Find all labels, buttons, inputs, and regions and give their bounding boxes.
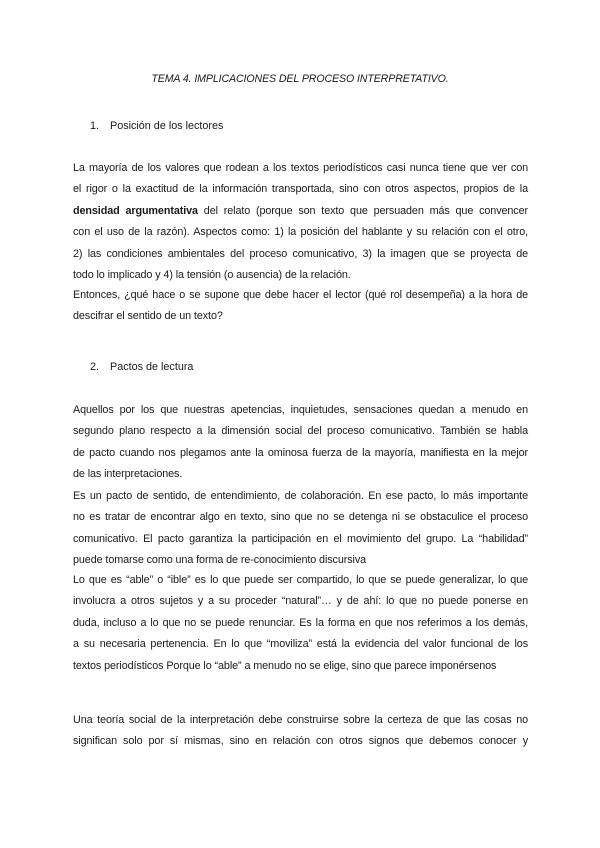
text-line: no es tratar de encontrar algo en texto, sino que no se detenga ni se obstaculice el proceso	[73, 511, 528, 524]
text-fragment: del relato (porque son texto que persuaden más que convencer	[197, 204, 528, 217]
text-line: Entonces, ¿qué hace o se supone que debe hacer el lector (qué rol desempeña) a la hora de	[73, 289, 528, 301]
text-line: textos periodísticos Porque lo “able” a menudo no se elige, sino que parece imponérsenos	[73, 659, 497, 672]
section-label: Posición de los lectores	[110, 120, 224, 132]
text-line: Aquellos por los que nuestras apetencias, inquietudes, sensaciones quedan a menudo en	[73, 404, 528, 416]
text-line: 2) las condiciones ambientales del proceso comunicativo, 3) la imagen que se proyecta de	[73, 247, 528, 260]
section-heading-2	[90, 361, 193, 373]
section-heading-1	[90, 120, 223, 132]
text-line: de las interpretaciones.	[73, 468, 183, 481]
text-line: significan solo por sí mismas, sino en relación con otros signos que debemos conocer y	[73, 735, 528, 748]
text-line: descifrar el sentido de un texto?	[73, 310, 223, 323]
paragraph-6	[73, 710, 528, 753]
text-line	[73, 201, 528, 222]
text-line: Es un pacto de sentido, de entendimiento, de colaboración. En ese pacto, lo más importante	[73, 490, 528, 502]
text-line: La mayoría de los valores que rodean a los textos periodísticos casi nunca tiene que ver con	[73, 162, 528, 174]
document-title: TEMA 4. IMPLICACIONES DEL PROCESO INTERPRETATIVO.	[151, 73, 449, 85]
paragraph-1	[73, 158, 528, 286]
text-line: de pacto cuando nos plegamos ante la ominosa fuerza de la mayoría, manifiesta en la mejor	[73, 446, 528, 459]
text-line: Una teoría social de la interpretación debe construirse sobre la certeza de que las cosas no	[73, 714, 528, 726]
text-line: segundo plano respecto a la dimensión social del proceso comunicativo. También se habla	[73, 425, 528, 438]
paragraph-5	[73, 570, 528, 677]
text-line: duda, incluso a lo que no se puede renunciar. Es la forma en que nos referimos a los demás,	[73, 616, 528, 629]
section-number: 2.	[90, 361, 100, 373]
text-line: puede tomarse como una forma de re-conocimiento discursiva	[73, 554, 367, 567]
section-number: 1.	[90, 120, 100, 132]
bold-term: densidad argumentativa	[73, 204, 198, 217]
text-line: comunicativo. El pacto garantiza la participación en el movimiento del grupo. La “habilidad”	[73, 532, 528, 545]
section-label: Pactos de lectura	[110, 361, 194, 373]
paragraph-3	[73, 400, 528, 486]
text-line: el rigor o la exactitud de la información transportada, sino con otros aspectos, propios de la	[73, 183, 528, 196]
text-line: con el uso de la razón). Aspectos como: 1) la posición del hablante y su relación con el otro,	[73, 226, 528, 239]
text-line: Lo que es “able” o “ible” es lo que puede ser compartido, lo que se puede generalizar, lo que	[73, 574, 528, 586]
text-line: involucra a otros sujetos y a su proceder “natural”… y de ahí: lo que no puede ponerse en	[73, 595, 528, 608]
paragraph-4	[73, 486, 528, 572]
text-line: todo lo implicado y 4) la tensión (o ausencia) de la relación.	[73, 269, 351, 282]
paragraph-2	[73, 285, 528, 328]
text-line: a su necesaria pertenencia. En lo que “moviliza” está la evidencia del valor funcional de los	[73, 638, 528, 651]
